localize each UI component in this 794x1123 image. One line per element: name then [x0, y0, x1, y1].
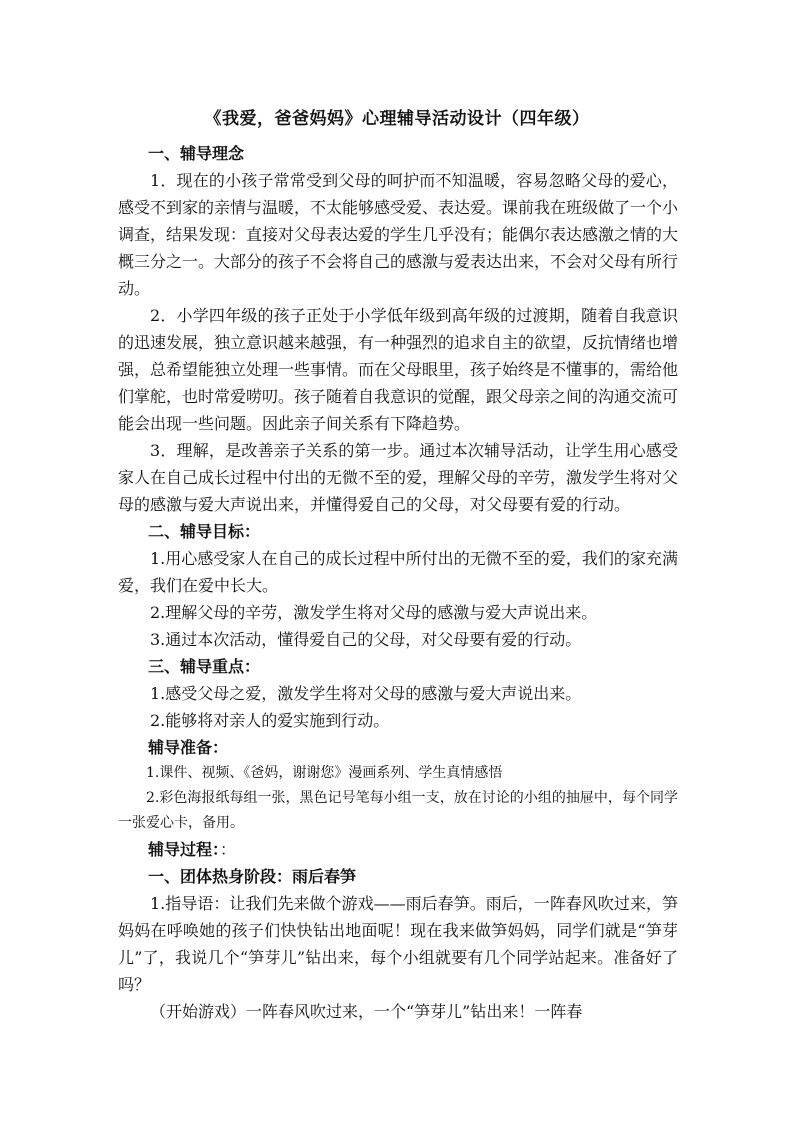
section-heading-philosophy: 一、辅导理念 [148, 144, 245, 163]
focus-item-1: 1.感受父母之爱，激发学生将对父母的感激与爱大声说出来。 [150, 684, 582, 703]
section-heading-focus: 三、辅导重点： [148, 657, 261, 676]
warmup-paragraph-2: （开始游戏）一阵春风吹过来，一个“笋芽儿”钻出来！一阵春 [150, 1002, 583, 1021]
section-heading-preparation: 辅导准备： [148, 738, 229, 757]
warmup-paragraph-1: 1.指导语：让我们先来做个游戏——雨后春笋。雨后，一阵春风吹过来，笋妈妈在呼唤她的孩子们快快钻出地面呢！现在我来做笋妈妈，同学们就是“笋芽儿”了，我说几个“笋芽儿”钻出来，每个小组就要有几个同学站起来。准备好了吗？ [118, 894, 678, 994]
focus-item-2: 2.能够将对亲人的爱实施到行动。 [150, 711, 390, 730]
goal-item-3: 3.通过本次活动，懂得爱自己的父母，对父母要有爱的行动。 [150, 630, 582, 649]
preparation-item-2: 2.彩色海报纸每组一张，黑色记号笔每小组一支，放在讨论的小组的抽屉中，每个同学一张爱心卡，备用。 [118, 790, 678, 831]
process-heading-label: 辅导过程： [148, 840, 221, 859]
section-heading-process [118, 836, 678, 863]
philosophy-paragraph-3: 3．理解，是改善亲子关系的第一步。通过本次辅导活动，让学生用心感受家人在自己成长过程中付出的无微不至的爱，理解父母的辛劳，激发学生将对父母的感激与爱大声说出来，并懂得爱自己的父母，对父母要有爱的行动。 [118, 441, 679, 514]
philosophy-paragraph-1: 1．现在的小孩子常常受到父母的呵护而不知温暖，容易忽略父母的爱心，感受不到家的亲情与温暖，不太能够感受爱、表达爱。课前我在班级做了一个小调查，结果发现：直接对父母表达爱的学生几乎没有；能偶尔表达感激之情的大概三分之一。大部分的孩子不会将自己的感激与爱表达出来，不会对父母有所行动。 [118, 171, 679, 298]
goal-item-2: 2.理解父母的辛劳，激发学生将对父母的感激与爱大声说出来。 [150, 603, 598, 622]
process-heading-suffix: ： [220, 840, 237, 859]
preparation-item-1: 1.课件、视频、《爸妈，谢谢您》漫画系列、学生真情感悟 [146, 765, 503, 781]
section-heading-warmup: 一、团体热身阶段：雨后春笋 [148, 867, 357, 886]
philosophy-paragraph-2: 2．小学四年级的孩子正处于小学低年级到高年级的过渡期，随着自我意识的迅速发展，独立意识越来越强，有一种强烈的追求自主的欲望，反抗情绪也增强，总希望能独立处理一些事情。而在父母眼里，孩子始终是不懂事的，需给他们掌舵，也时常爱唠叨。孩子随着自我意识的觉醒，跟父母亲之间的沟通交流可能会出现一些问题。因此亲子间关系有下降趋势。 [118, 306, 679, 433]
document-title: 《我爱，爸爸妈妈》心理辅导活动设计（四年级） [204, 109, 590, 129]
goal-item-1: 1.用心感受家人在自己的成长过程中所付出的无微不至的爱，我们的家充满爱，我们在爱中长大。 [118, 549, 678, 595]
section-heading-goals: 二、辅导目标： [148, 522, 261, 541]
document-body [118, 140, 678, 1025]
